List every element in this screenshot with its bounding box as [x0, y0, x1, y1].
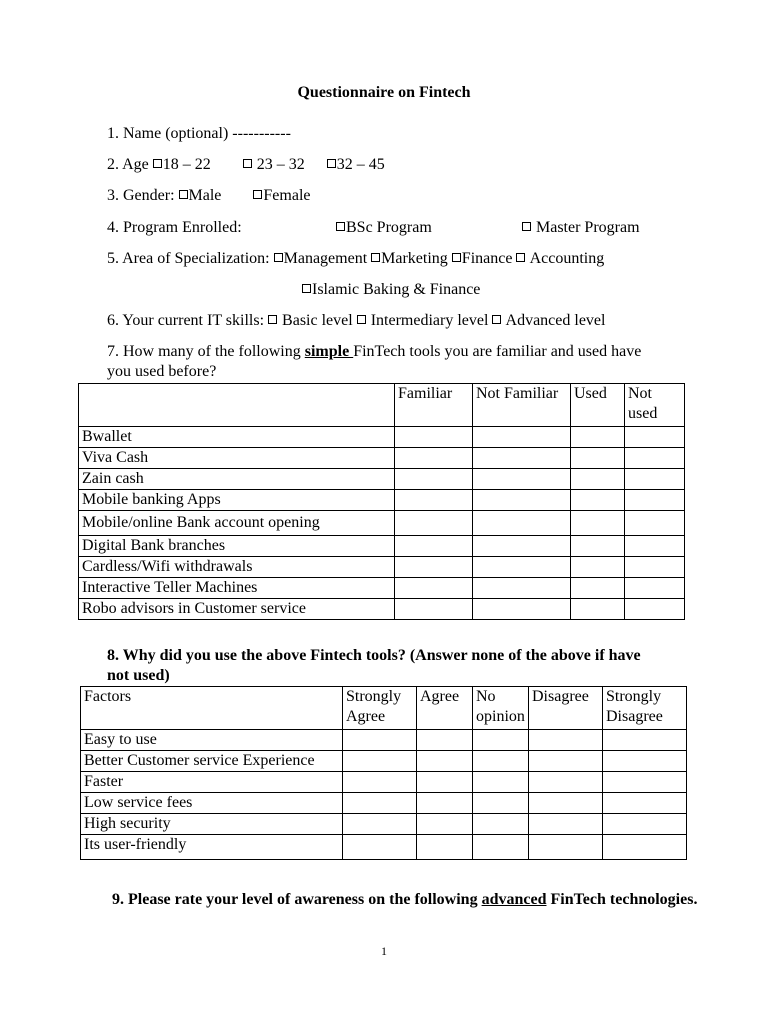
- checkbox-bsc-program[interactable]: [336, 222, 345, 231]
- answer-cell[interactable]: [417, 772, 473, 793]
- q3-opt1: Male: [188, 187, 222, 204]
- answer-cell[interactable]: [395, 427, 473, 448]
- header-strongly-disagree: Strongly Disagree: [603, 687, 687, 730]
- answer-cell[interactable]: [625, 599, 685, 620]
- answer-cell[interactable]: [603, 835, 687, 860]
- answer-cell[interactable]: [571, 557, 625, 578]
- answer-cell[interactable]: [571, 427, 625, 448]
- header-agree: Agree: [417, 687, 473, 730]
- row-label: Faster: [81, 772, 343, 793]
- q4-option-master: [522, 218, 640, 238]
- answer-cell[interactable]: [529, 772, 603, 793]
- table-row: [81, 814, 687, 835]
- q6-opt1: Basic level: [278, 312, 353, 329]
- header-not-familiar: Not Familiar: [473, 384, 571, 427]
- checkbox-islamic-finance[interactable]: [302, 284, 311, 293]
- q3-label: 3. Gender:: [107, 187, 175, 204]
- q5-label: 5. Area of Specialization:: [107, 250, 270, 267]
- table-row: [79, 557, 685, 578]
- header-disagree: Disagree: [529, 687, 603, 730]
- answer-cell[interactable]: [571, 490, 625, 511]
- answer-cell[interactable]: [625, 427, 685, 448]
- table-row: [79, 490, 685, 511]
- q5-option-islamic: [302, 280, 480, 300]
- checkbox-basic-level[interactable]: [268, 315, 277, 324]
- answer-cell[interactable]: [473, 557, 571, 578]
- answer-cell[interactable]: [625, 511, 685, 536]
- answer-cell[interactable]: [603, 772, 687, 793]
- header-no-opinion: No opinion: [473, 687, 529, 730]
- table-header-row: [79, 384, 685, 427]
- table-row: [79, 511, 685, 536]
- page-number: 1: [381, 944, 387, 958]
- q5-opt5: Islamic Baking & Finance: [312, 281, 481, 298]
- answer-cell[interactable]: [473, 730, 529, 751]
- q5-opt4: Accounting: [526, 250, 605, 267]
- q4-option-bsc: [336, 218, 432, 238]
- answer-cell[interactable]: [473, 772, 529, 793]
- q7-text-pre: 7. How many of the following: [107, 343, 305, 360]
- answer-cell[interactable]: [473, 599, 571, 620]
- answer-cell[interactable]: [571, 599, 625, 620]
- checkbox-intermediary-level[interactable]: [357, 315, 366, 324]
- table-header-row: [81, 687, 687, 730]
- answer-cell[interactable]: [473, 578, 571, 599]
- answer-cell[interactable]: [529, 793, 603, 814]
- answer-cell[interactable]: [395, 490, 473, 511]
- q8-question-line2: not used): [107, 667, 170, 684]
- q4-opt2: Master Program: [532, 219, 640, 236]
- answer-cell[interactable]: [473, 751, 529, 772]
- answer-cell[interactable]: [625, 469, 685, 490]
- row-label: High security: [81, 814, 343, 835]
- q2-age: [107, 155, 385, 175]
- q2-opt1: 18 – 22: [162, 156, 211, 173]
- header-cell: [79, 384, 395, 427]
- answer-cell[interactable]: [603, 793, 687, 814]
- answer-cell[interactable]: [417, 793, 473, 814]
- answer-cell[interactable]: [343, 730, 417, 751]
- q6-opt3: Advanced level: [502, 312, 606, 329]
- answer-cell[interactable]: [417, 751, 473, 772]
- q9-question: [112, 889, 700, 911]
- q1-name: 1. Name (optional) -----------: [107, 125, 291, 142]
- q9-text-pre: 9. Please rate your level of awareness on the following: [112, 891, 482, 908]
- row-label: Low service fees: [81, 793, 343, 814]
- q9-emphasis: advanced: [481, 891, 547, 908]
- fintech-tools-table: [78, 383, 685, 620]
- answer-cell[interactable]: [625, 536, 685, 557]
- q9-text-post: FinTech technologies.: [546, 891, 698, 908]
- answer-cell[interactable]: [571, 448, 625, 469]
- q7-question: [107, 342, 641, 362]
- q7-question-line2: you used before?: [107, 363, 217, 380]
- row-label: Mobile banking Apps: [79, 490, 395, 511]
- q4-program: [107, 218, 242, 238]
- answer-cell[interactable]: [473, 511, 571, 536]
- answer-cell[interactable]: [529, 814, 603, 835]
- answer-cell[interactable]: [473, 814, 529, 835]
- checkbox-age-32-45[interactable]: [327, 159, 336, 168]
- answer-cell[interactable]: [603, 814, 687, 835]
- answer-cell[interactable]: [529, 751, 603, 772]
- checkbox-finance[interactable]: [452, 253, 461, 262]
- answer-cell[interactable]: [603, 751, 687, 772]
- q3-gender: [107, 186, 311, 206]
- answer-cell[interactable]: [395, 557, 473, 578]
- q6-opt2: Intermediary level: [366, 312, 489, 329]
- answer-cell[interactable]: [395, 578, 473, 599]
- row-label: Its user-friendly: [81, 835, 343, 860]
- answer-cell[interactable]: [395, 536, 473, 557]
- checkbox-advanced-level[interactable]: [492, 315, 501, 324]
- answer-cell[interactable]: [417, 730, 473, 751]
- table-row: [79, 469, 685, 490]
- answer-cell[interactable]: [343, 835, 417, 860]
- answer-cell[interactable]: [343, 793, 417, 814]
- answer-cell[interactable]: [603, 730, 687, 751]
- answer-cell[interactable]: [529, 835, 603, 860]
- header-factors: Factors: [81, 687, 343, 730]
- q5-specialization: [107, 249, 604, 269]
- answer-cell[interactable]: [571, 511, 625, 536]
- q5-opt3: Finance: [461, 250, 513, 267]
- row-label: Bwallet: [79, 427, 395, 448]
- answer-cell[interactable]: [571, 536, 625, 557]
- answer-cell[interactable]: [473, 469, 571, 490]
- checkbox-age-18-22[interactable]: [153, 159, 162, 168]
- row-label: Robo advisors in Customer service: [79, 599, 395, 620]
- row-label: Better Customer service Experience: [81, 751, 343, 772]
- page-title: Questionnaire on Fintech: [297, 84, 471, 101]
- answer-cell[interactable]: [395, 511, 473, 536]
- answer-cell[interactable]: [395, 599, 473, 620]
- answer-cell[interactable]: [625, 578, 685, 599]
- row-label: Interactive Teller Machines: [79, 578, 395, 599]
- table-row: [81, 730, 687, 751]
- q4-opt1: BSc Program: [346, 219, 432, 236]
- row-label: Mobile/online Bank account opening: [79, 511, 395, 536]
- answer-cell[interactable]: [473, 793, 529, 814]
- q7-emphasis: simple: [304, 343, 354, 360]
- header-strongly-agree: Strongly Agree: [343, 687, 417, 730]
- q7-text-post: FinTech tools you are familiar and used have: [353, 343, 642, 360]
- answer-cell[interactable]: [473, 835, 529, 860]
- table-row: [79, 448, 685, 469]
- row-label: Zain cash: [79, 469, 395, 490]
- checkbox-age-23-32[interactable]: [243, 159, 252, 168]
- answer-cell[interactable]: [473, 490, 571, 511]
- q6-label: 6. Your current IT skills:: [107, 312, 265, 329]
- table-row: [79, 578, 685, 599]
- row-label: Cardless/Wifi withdrawals: [79, 557, 395, 578]
- q2-opt3: 32 – 45: [336, 156, 385, 173]
- q2-opt2: 23 – 32: [252, 156, 305, 173]
- q6-it-skills: [107, 311, 605, 331]
- checkbox-accounting[interactable]: [516, 253, 525, 262]
- answer-cell[interactable]: [529, 730, 603, 751]
- q5-opt1: Management: [283, 250, 368, 267]
- q2-label: 2. Age: [107, 156, 149, 173]
- checkbox-master-program[interactable]: [522, 222, 531, 231]
- table-row: [79, 599, 685, 620]
- answer-cell[interactable]: [417, 814, 473, 835]
- table-row: [79, 536, 685, 557]
- header-not-used: Not used: [625, 384, 685, 427]
- checkbox-management[interactable]: [274, 253, 283, 262]
- answer-cell[interactable]: [473, 427, 571, 448]
- header-used: Used: [571, 384, 625, 427]
- q4-label: 4. Program Enrolled:: [107, 219, 242, 236]
- checkbox-female[interactable]: [253, 190, 262, 199]
- answer-cell[interactable]: [343, 772, 417, 793]
- answer-cell[interactable]: [571, 469, 625, 490]
- answer-cell[interactable]: [395, 448, 473, 469]
- answer-cell[interactable]: [473, 448, 571, 469]
- answer-cell[interactable]: [625, 490, 685, 511]
- table-row: [81, 772, 687, 793]
- answer-cell[interactable]: [571, 578, 625, 599]
- answer-cell[interactable]: [417, 835, 473, 860]
- answer-cell[interactable]: [625, 557, 685, 578]
- q3-opt2: Female: [263, 187, 311, 204]
- answer-cell[interactable]: [395, 469, 473, 490]
- q5-opt2: Marketing: [381, 250, 448, 267]
- answer-cell[interactable]: [473, 536, 571, 557]
- table-row: [81, 793, 687, 814]
- fintech-reasons-table: [80, 686, 687, 860]
- row-label: Viva Cash: [79, 448, 395, 469]
- row-label: Digital Bank branches: [79, 536, 395, 557]
- table-row: [81, 751, 687, 772]
- q8-question: 8. Why did you use the above Fintech tools? (Answer none of the above if have: [107, 647, 641, 664]
- answer-cell[interactable]: [343, 751, 417, 772]
- table-row: [81, 835, 687, 860]
- checkbox-male[interactable]: [179, 190, 188, 199]
- answer-cell[interactable]: [343, 814, 417, 835]
- checkbox-marketing[interactable]: [371, 253, 380, 262]
- header-familiar: Familiar: [395, 384, 473, 427]
- row-label: Easy to use: [81, 730, 343, 751]
- table-row: [79, 427, 685, 448]
- answer-cell[interactable]: [625, 448, 685, 469]
